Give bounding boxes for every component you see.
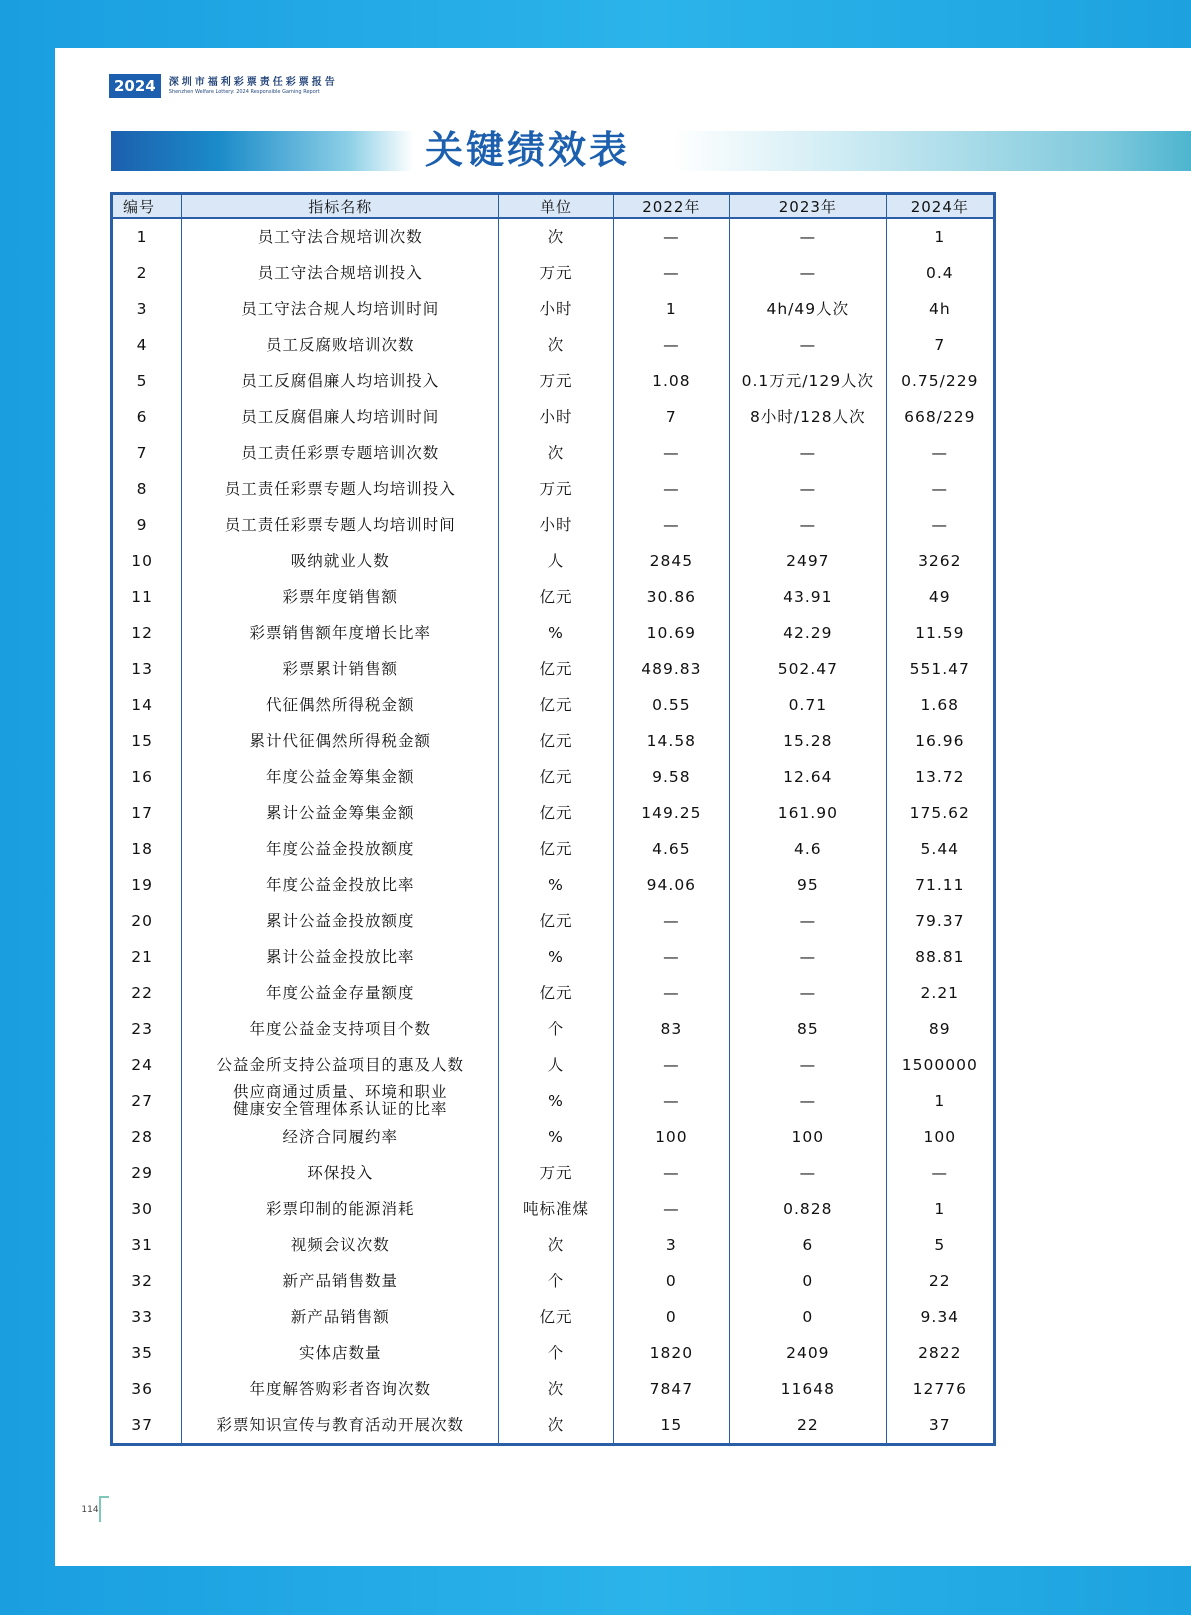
table-cell: 16: [112, 759, 182, 795]
table-cell: 4.6: [730, 831, 887, 867]
table-cell: 0: [730, 1299, 887, 1335]
table-cell: 1: [934, 1091, 946, 1110]
table-cell: 4.65: [613, 831, 729, 867]
table-cell: 21: [112, 939, 182, 975]
table-cell: 12776: [912, 1379, 967, 1398]
table-cell: —: [613, 218, 729, 255]
table-row: [112, 1263, 995, 1299]
table-row: [112, 399, 995, 435]
table-cell: %: [499, 1083, 613, 1119]
table-cell: 亿元: [499, 903, 613, 939]
table-cell: —: [613, 507, 729, 543]
table-cell: —: [613, 255, 729, 291]
table-cell: —: [730, 1155, 887, 1191]
table-cell: 28: [112, 1119, 182, 1155]
table-cell: 亿元: [499, 1299, 613, 1335]
table-cell: 0.55: [613, 687, 729, 723]
table-row: [112, 615, 995, 651]
table-cell: 1: [934, 1199, 946, 1218]
table-cell: 3: [613, 1227, 729, 1263]
table-cell: —: [730, 507, 887, 543]
table-cell: 16.96: [915, 731, 965, 750]
table-cell: 彩票销售额年度增长比率: [182, 615, 499, 651]
table-cell: —: [931, 479, 949, 498]
table-row: [112, 579, 995, 615]
table-cell: 1.08: [613, 363, 729, 399]
table-cell: —: [730, 435, 887, 471]
table-row: [112, 1299, 995, 1335]
table-cell: 4h: [928, 299, 951, 318]
table-cell: 149.25: [613, 795, 729, 831]
table-cell: 22: [928, 1271, 951, 1290]
table-cell: 4h/49人次: [730, 291, 887, 327]
table-cell: 彩票累计销售额: [182, 651, 499, 687]
section-title: 关键绩效表: [425, 128, 631, 172]
table-cell: —: [730, 975, 887, 1011]
table-cell: 89: [928, 1019, 951, 1038]
table-cell: 次: [499, 1227, 613, 1263]
table-row: [112, 687, 995, 723]
table-cell: 20: [112, 903, 182, 939]
table-cell: —: [730, 1083, 887, 1119]
table-cell: 次: [499, 218, 613, 255]
table-cell: 人: [499, 543, 613, 579]
table-cell: —: [613, 1191, 729, 1227]
table-cell: 员工反腐倡廉人均培训时间: [182, 399, 499, 435]
table-cell: 2: [112, 255, 182, 291]
table-cell: 12.64: [730, 759, 887, 795]
table-row: [112, 651, 995, 687]
table-cell: 19: [112, 867, 182, 903]
header-title-cn: 深圳市福利彩票责任彩票报告: [168, 76, 338, 88]
table-cell: 公益金所支持公益项目的惠及人数: [182, 1047, 499, 1083]
table-cell: 14.58: [613, 723, 729, 759]
table-cell: 次: [499, 1371, 613, 1407]
table-cell: 0: [613, 1263, 729, 1299]
table-cell: 万元: [499, 255, 613, 291]
table-cell: 累计公益金投放额度: [182, 903, 499, 939]
table-cell: 37: [112, 1407, 182, 1445]
table-cell: 7: [112, 435, 182, 471]
table-cell: —: [730, 903, 887, 939]
table-row: [112, 507, 995, 543]
table-cell: 1: [934, 227, 946, 246]
table-cell: 30.86: [613, 579, 729, 615]
table-cell: 实体店数量: [182, 1335, 499, 1371]
table-cell: 0.1万元/129人次: [730, 363, 887, 399]
table-cell: —: [613, 1155, 729, 1191]
table-cell: —: [613, 1083, 729, 1119]
table-row: [112, 327, 995, 363]
table-cell: 85: [730, 1011, 887, 1047]
column-header: 指标名称: [182, 194, 499, 219]
table-cell: 0.75/229: [901, 371, 979, 390]
table-cell: 7: [613, 399, 729, 435]
table-cell: 2409: [730, 1335, 887, 1371]
table-cell: 8小时/128人次: [730, 399, 887, 435]
table-row: [112, 1155, 995, 1191]
table-cell: 次: [499, 435, 613, 471]
table-cell: —: [613, 903, 729, 939]
table-row: [112, 1083, 995, 1119]
table-cell: 年度公益金投放比率: [182, 867, 499, 903]
table-body: [112, 218, 995, 1445]
table-cell: 32: [112, 1263, 182, 1299]
table-cell: 668/229: [904, 407, 976, 426]
table-cell: 彩票知识宣传与教育活动开展次数: [182, 1407, 499, 1445]
table-cell: 员工责任彩票专题人均培训投入: [182, 471, 499, 507]
table-row: [112, 363, 995, 399]
table-cell: 员工守法合规培训投入: [182, 255, 499, 291]
table-row: [112, 1371, 995, 1407]
table-cell: 10.69: [613, 615, 729, 651]
table-cell: 489.83: [613, 651, 729, 687]
table-cell: 15: [112, 723, 182, 759]
table-cell: 小时: [499, 291, 613, 327]
table-cell: 代征偶然所得税金额: [182, 687, 499, 723]
table-cell: 0.71: [730, 687, 887, 723]
table-cell: 15: [613, 1407, 729, 1445]
table-cell: 42.29: [730, 615, 887, 651]
table-cell: —: [613, 435, 729, 471]
table-cell: 新产品销售额: [182, 1299, 499, 1335]
header-title-block: [169, 78, 338, 95]
table-cell: 94.06: [613, 867, 729, 903]
table-cell: 175.62: [909, 803, 970, 822]
table-cell: 万元: [499, 471, 613, 507]
table-cell: 23: [112, 1011, 182, 1047]
table-cell: 0.4: [925, 263, 954, 282]
table-cell: 37: [928, 1415, 951, 1434]
table-cell: %: [499, 867, 613, 903]
title-band: [111, 131, 1191, 171]
page-number: 114: [81, 1505, 99, 1515]
table-row: [112, 1119, 995, 1155]
table-row: [112, 939, 995, 975]
table-cell: 经济合同履约率: [182, 1119, 499, 1155]
table-row: [112, 218, 995, 255]
table-cell: 17: [112, 795, 182, 831]
table-cell: 8: [112, 471, 182, 507]
table-cell: 0: [730, 1263, 887, 1299]
table-row: [112, 435, 995, 471]
table-cell: 1820: [613, 1335, 729, 1371]
table-cell: 10: [112, 543, 182, 579]
table-row: [112, 1191, 995, 1227]
table-row: [112, 975, 995, 1011]
table-cell: 2.21: [920, 983, 960, 1002]
table-cell: —: [931, 1163, 949, 1182]
table-cell: 人: [499, 1047, 613, 1083]
table-cell: —: [931, 443, 949, 462]
table-cell: 万元: [499, 1155, 613, 1191]
table-cell: —: [730, 255, 887, 291]
table-cell: 29: [112, 1155, 182, 1191]
table-cell: 彩票印制的能源消耗: [182, 1191, 499, 1227]
table-cell: 24: [112, 1047, 182, 1083]
table-row: [112, 795, 995, 831]
table-cell: 个: [499, 1263, 613, 1299]
table-cell: 万元: [499, 363, 613, 399]
table-cell: 1500000: [901, 1055, 978, 1074]
table-cell: 员工反腐倡廉人均培训投入: [182, 363, 499, 399]
table-cell: 个: [499, 1335, 613, 1371]
table-cell: 43.91: [730, 579, 887, 615]
table-cell: 18: [112, 831, 182, 867]
table-cell: 11648: [730, 1371, 887, 1407]
table-cell: 3262: [918, 551, 962, 570]
table-cell: 71.11: [915, 875, 965, 894]
table-cell: 吨标准煤: [499, 1191, 613, 1227]
table-cell: 11: [112, 579, 182, 615]
table-cell: 31: [112, 1227, 182, 1263]
table-cell: —: [613, 975, 729, 1011]
table-cell: —: [730, 327, 887, 363]
table-cell: 35: [112, 1335, 182, 1371]
table-cell: 彩票年度销售额: [182, 579, 499, 615]
table-cell: 年度公益金支持项目个数: [182, 1011, 499, 1047]
table-cell: 0.828: [730, 1191, 887, 1227]
table-cell: 小时: [499, 507, 613, 543]
table-cell: —: [730, 939, 887, 975]
table-cell: %: [499, 615, 613, 651]
table-row: [112, 903, 995, 939]
table-cell: 员工责任彩票专题培训次数: [182, 435, 499, 471]
table-cell: 个: [499, 1011, 613, 1047]
table-row: [112, 1047, 995, 1083]
table-cell: 79.37: [915, 911, 965, 930]
table-cell: 亿元: [499, 723, 613, 759]
table-cell: 100: [923, 1127, 957, 1146]
kpi-table: [110, 192, 996, 1446]
table-cell: 3: [112, 291, 182, 327]
table-cell: 13.72: [915, 767, 965, 786]
report-header: [109, 74, 338, 98]
table-cell: 502.47: [730, 651, 887, 687]
table-cell: 员工反腐败培训次数: [182, 327, 499, 363]
table-cell: 12: [112, 615, 182, 651]
table-cell: 27: [112, 1083, 182, 1119]
table-cell: 5.44: [920, 839, 960, 858]
table-cell: 100: [730, 1119, 887, 1155]
table-cell: 1.68: [920, 695, 960, 714]
table-cell: 6: [730, 1227, 887, 1263]
table-cell: 环保投入: [182, 1155, 499, 1191]
table-cell: 22: [730, 1407, 887, 1445]
table-cell: 9.58: [613, 759, 729, 795]
table-cell: 2822: [918, 1343, 962, 1362]
table-row: [112, 831, 995, 867]
table-cell: 亿元: [499, 579, 613, 615]
column-header: 2022年: [613, 194, 729, 219]
table-row: [112, 543, 995, 579]
table-cell: —: [730, 218, 887, 255]
table-cell: 2845: [613, 543, 729, 579]
table-row: [112, 1407, 995, 1445]
table-cell: 4: [112, 327, 182, 363]
table-cell: 551.47: [909, 659, 970, 678]
table-cell: 年度公益金存量额度: [182, 975, 499, 1011]
table-cell: %: [499, 939, 613, 975]
table-row: [112, 1335, 995, 1371]
table-cell: 9.34: [920, 1307, 960, 1326]
table-row: [112, 255, 995, 291]
table-cell: 0: [613, 1299, 729, 1335]
table-cell: 2497: [730, 543, 887, 579]
table-row: [112, 291, 995, 327]
table-cell: 年度公益金投放额度: [182, 831, 499, 867]
table-cell: 49: [928, 587, 951, 606]
table-cell: 88.81: [915, 947, 965, 966]
table-cell: 6: [112, 399, 182, 435]
table-cell: 83: [613, 1011, 729, 1047]
table-cell: 11.59: [915, 623, 965, 642]
table-cell: —: [931, 515, 949, 534]
table-cell: 100: [613, 1119, 729, 1155]
table-cell: 吸纳就业人数: [182, 543, 499, 579]
column-header: 编号: [112, 194, 182, 219]
table-cell: 员工守法合规人均培训时间: [182, 291, 499, 327]
table-cell: 累计公益金投放比率: [182, 939, 499, 975]
table-cell: 亿元: [499, 687, 613, 723]
table-cell: 30: [112, 1191, 182, 1227]
table-row: [112, 867, 995, 903]
table-cell: 亿元: [499, 795, 613, 831]
table-cell: 95: [730, 867, 887, 903]
table-cell: 36: [112, 1371, 182, 1407]
table-cell: —: [613, 1047, 729, 1083]
table-cell: 9: [112, 507, 182, 543]
table-cell: 年度解答购彩者咨询次数: [182, 1371, 499, 1407]
table-cell: —: [730, 1047, 887, 1083]
table-cell: 22: [112, 975, 182, 1011]
table-cell: 7847: [613, 1371, 729, 1407]
table-row: [112, 759, 995, 795]
table-cell: %: [499, 1119, 613, 1155]
table-cell: —: [730, 471, 887, 507]
table-cell: 15.28: [730, 723, 887, 759]
column-header: 单位: [499, 194, 613, 219]
table-cell: 161.90: [730, 795, 887, 831]
table-cell: 1: [112, 218, 182, 255]
table-cell: 员工守法合规培训次数: [182, 218, 499, 255]
table-row: [112, 1227, 995, 1263]
table-cell: 小时: [499, 399, 613, 435]
column-header: 2024年: [886, 194, 994, 219]
table-header-row: [112, 194, 995, 219]
table-cell: 7: [934, 335, 946, 354]
table-cell: —: [613, 939, 729, 975]
table-cell: 年度公益金筹集金额: [182, 759, 499, 795]
header-title-en: Shenzhen Welfare Lottery: 2024 Responsible Gaming Report: [168, 88, 320, 95]
table-row: [112, 723, 995, 759]
table-row: [112, 471, 995, 507]
table-cell: —: [613, 327, 729, 363]
table-cell: 视频会议次数: [182, 1227, 499, 1263]
table-cell: 次: [499, 1407, 613, 1445]
table-cell: 累计代征偶然所得税金额: [182, 723, 499, 759]
report-page: [55, 48, 1191, 1566]
table-cell: 次: [499, 327, 613, 363]
table-cell: 员工责任彩票专题人均培训时间: [182, 507, 499, 543]
table-cell: 5: [112, 363, 182, 399]
table-cell: —: [613, 471, 729, 507]
table-cell: 亿元: [499, 651, 613, 687]
table-cell: 33: [112, 1299, 182, 1335]
table-cell: 14: [112, 687, 182, 723]
table-cell: 亿元: [499, 975, 613, 1011]
table-cell: 13: [112, 651, 182, 687]
table-cell: 供应商通过质量、环境和职业 健康安全管理体系认证的比率: [182, 1083, 499, 1119]
header-year-tag: 2024: [109, 74, 161, 98]
table-cell: 新产品销售数量: [182, 1263, 499, 1299]
column-header: 2023年: [730, 194, 887, 219]
table-cell: 亿元: [499, 831, 613, 867]
table-cell: 累计公益金筹集金额: [182, 795, 499, 831]
table-row: [112, 1011, 995, 1047]
table-cell: 1: [613, 291, 729, 327]
table-cell: 亿元: [499, 759, 613, 795]
table-cell: 5: [934, 1235, 946, 1254]
